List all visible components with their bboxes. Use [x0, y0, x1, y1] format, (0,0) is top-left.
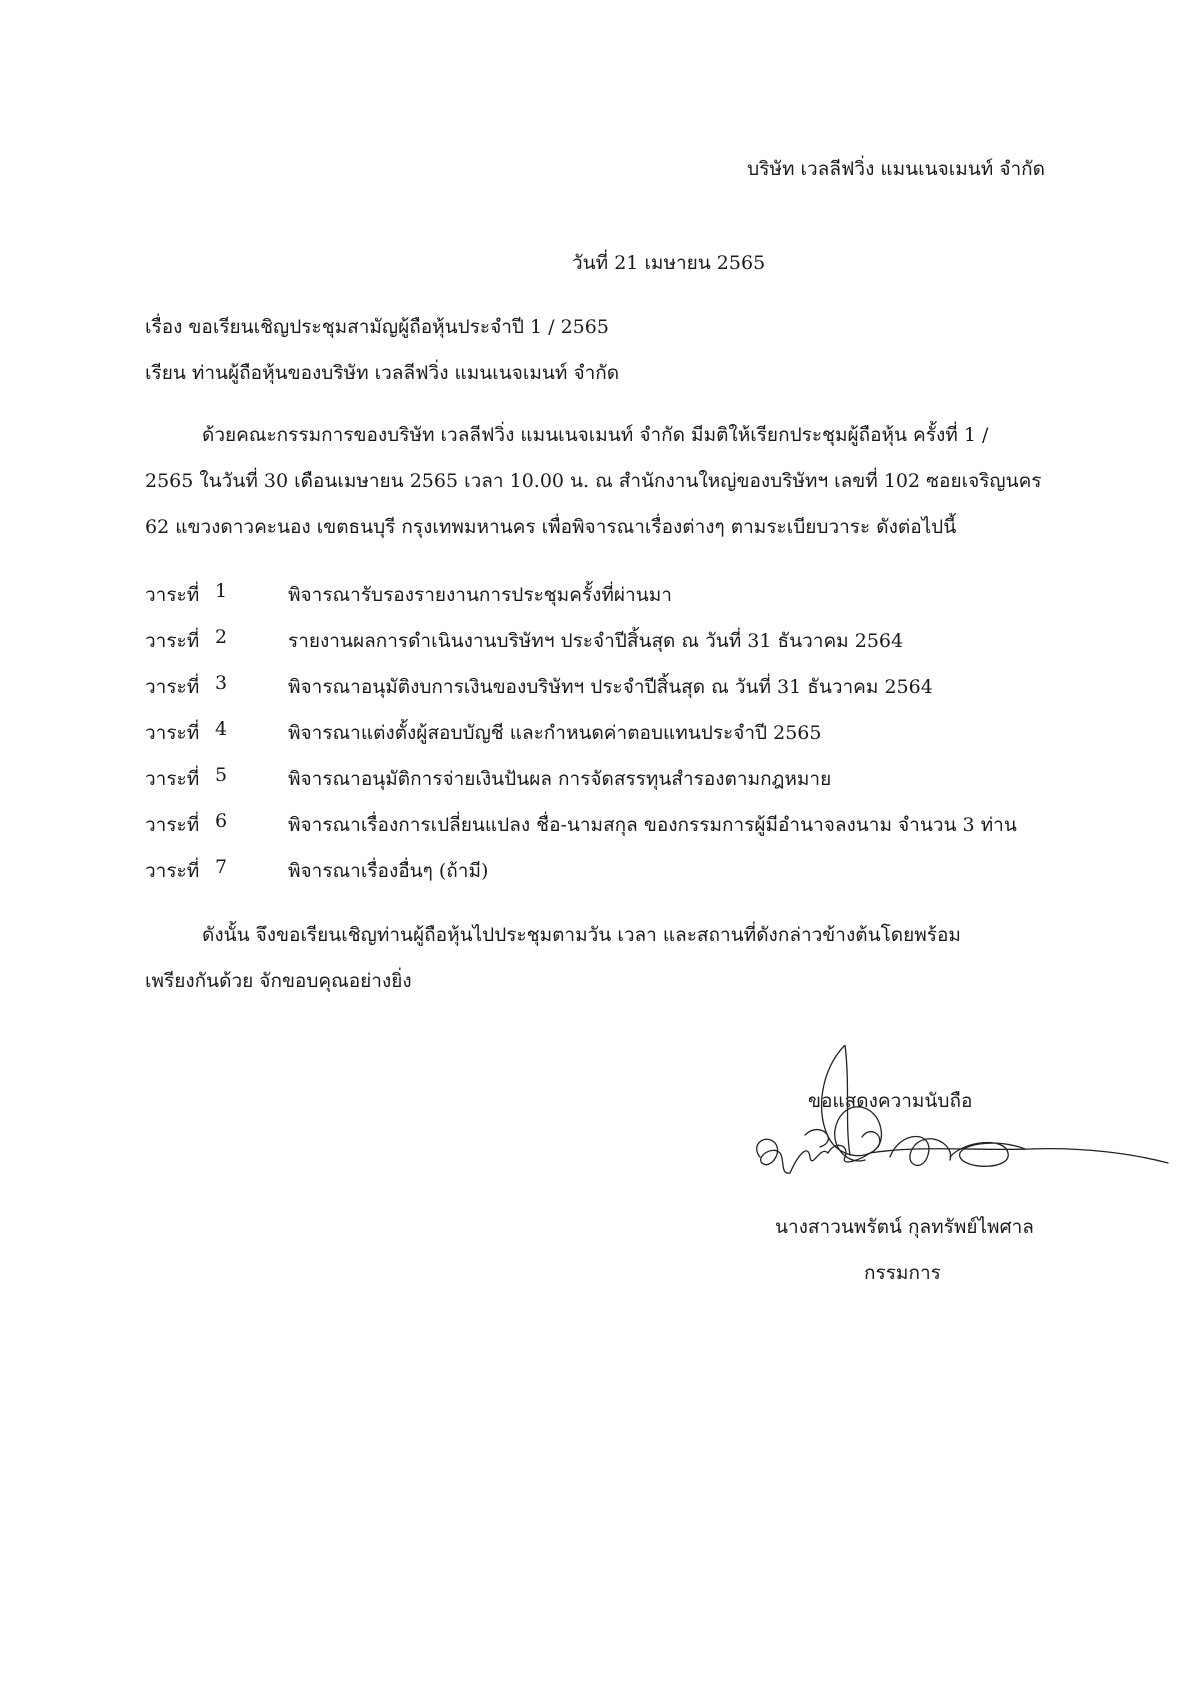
intro-line: ด้วยคณะกรรมการของบริษัท เวลลีฟวิ่ง แมนเนจเมนท์ จำกัด มีมติให้เรียกประชุมผู้ถือหุ้น ครั้งที่ 1 /	[202, 424, 989, 446]
letter-date: วันที่ 21 เมษายน 2565	[572, 252, 766, 274]
agenda-number: 3	[215, 672, 228, 694]
agenda-label: วาระที่	[145, 584, 200, 606]
agenda-label: วาระที่	[145, 676, 200, 698]
agenda-label: วาระที่	[145, 722, 200, 744]
agenda-number: 2	[215, 626, 228, 648]
intro-line: 2565 ในวันที่ 30 เดือนเมษายน 2565 เวลา 10.00 น. ณ สำนักงานใหญ่ของบริษัทฯ เลขที่ 102 ซอยเจริญนคร	[145, 470, 1042, 492]
signature-image	[750, 1045, 1170, 1205]
signer-name: นางสาวนพรัตน์ กุลทรัพย์ไพศาล	[775, 1216, 1034, 1238]
agenda-text: พิจารณาเรื่องอื่นๆ (ถ้ามี)	[288, 860, 489, 882]
agenda-number: 5	[215, 764, 228, 786]
agenda-text: พิจารณาเรื่องการเปลี่ยนแปลง ชื่อ-นามสกุล ของกรรมการผู้มีอำนาจลงนาม จำนวน 3 ท่าน	[288, 814, 1017, 836]
agenda-label: วาระที่	[145, 814, 200, 836]
agenda-label: วาระที่	[145, 768, 200, 790]
agenda-number: 7	[215, 856, 228, 878]
letter-recipient: เรียน ท่านผู้ถือหุ้นของบริษัท เวลลีฟวิ่ง แมนเนจเมนท์ จำกัด	[145, 362, 620, 384]
agenda-number: 4	[215, 718, 228, 740]
agenda-text: พิจารณาอนุมัติการจ่ายเงินปันผล การจัดสรรทุนสำรองตามกฎหมาย	[288, 768, 832, 790]
agenda-text: พิจารณาอนุมัติงบการเงินของบริษัทฯ ประจำปีสิ้นสุด ณ วันที่ 31 ธันวาคม 2564	[288, 676, 933, 698]
agenda-text: พิจารณาแต่งตั้งผู้สอบบัญชี และกำหนดค่าตอบแทนประจำปี 2565	[288, 722, 822, 744]
letter-subject: เรื่อง ขอเรียนเชิญประชุมสามัญผู้ถือหุ้นประจำปี 1 / 2565	[145, 316, 609, 338]
agenda-label: วาระที่	[145, 860, 200, 882]
agenda-label: วาระที่	[145, 630, 200, 652]
closing-line: เพรียงกันด้วย จักขอบคุณอย่างยิ่ง	[145, 970, 412, 992]
signer-title: กรรมการ	[864, 1262, 941, 1284]
regards-text: ขอแสดงความนับถือ	[808, 1090, 973, 1112]
closing-line: ดังนั้น จึงขอเรียนเชิญท่านผู้ถือหุ้นไปประชุมตามวัน เวลา และสถานที่ดังกล่าวข้างต้นโดยพร้อม	[202, 924, 961, 946]
agenda-text: พิจารณารับรองรายงานการประชุมครั้งที่ผ่านมา	[288, 584, 672, 606]
intro-line: 62 แขวงดาวคะนอง เขตธนบุรี กรุงเทพมหานคร เพื่อพิจารณาเรื่องต่างๆ ตามระเบียบวาระ ดังต่อไปนี้	[145, 516, 957, 538]
agenda-number: 6	[215, 810, 228, 832]
agenda-number: 1	[215, 580, 228, 602]
company-header: บริษัท เวลลีฟวิ่ง แมนเนจเมนท์ จำกัด	[747, 158, 1045, 180]
agenda-text: รายงานผลการดำเนินงานบริษัทฯ ประจำปีสิ้นสุด ณ วันที่ 31 ธันวาคม 2564	[288, 630, 904, 652]
